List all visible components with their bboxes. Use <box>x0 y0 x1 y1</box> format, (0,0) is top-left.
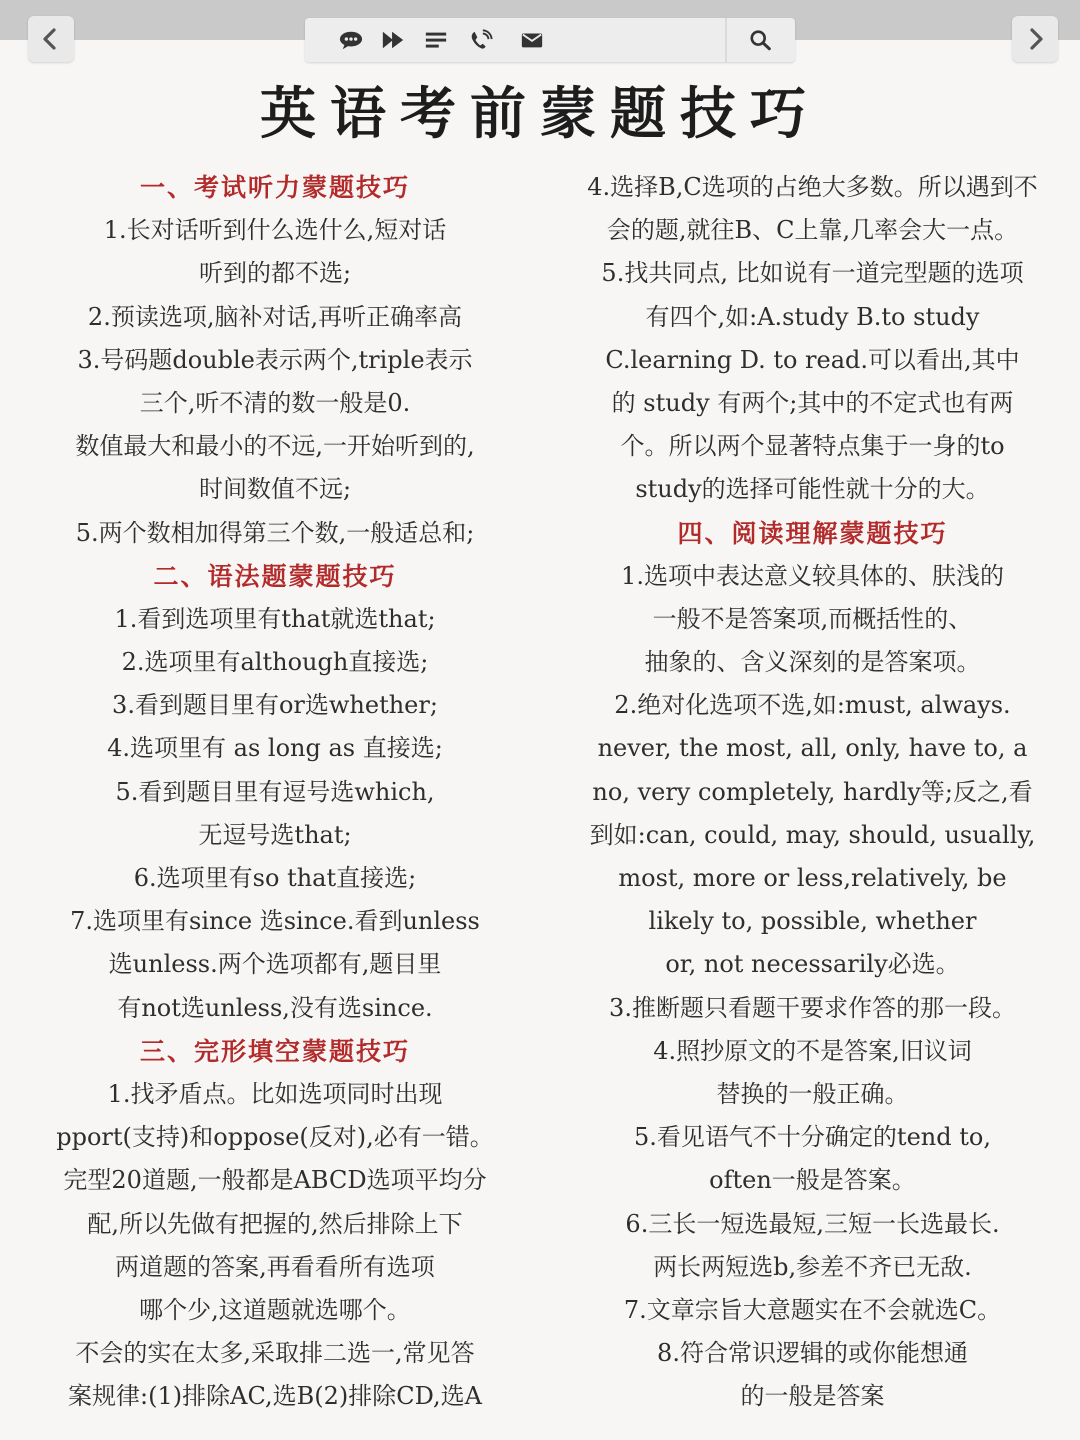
text-line: 6.三长一短选最短,三短一长选最长. <box>625 1209 1000 1238</box>
text-line: 5.两个数相加得第三个数,一般适总和; <box>75 518 475 547</box>
chevron-left-icon <box>39 27 63 51</box>
text-line: most, more or less,relatively, be <box>618 864 1007 892</box>
text-line: 时间数值不远; <box>198 475 352 504</box>
list-icon[interactable] <box>423 28 449 52</box>
text-line: likely to, possible, whether <box>648 907 977 936</box>
text-line: 1.找矛盾点。比如选项同时出现 <box>107 1079 443 1108</box>
text-line: 到如:can, could, may, should, usually, <box>589 820 1036 849</box>
text-line: 听到的都不选; <box>198 259 352 288</box>
text-line: 4.选择B,C选项的占绝大多数。所以遇到不 <box>587 173 1038 201</box>
text-line: 案规律:(1)排除AC,选B(2)排除CD,选A <box>68 1382 482 1411</box>
text-line: 替换的一般正确。 <box>716 1079 909 1108</box>
text-line: 1.长对话听到什么选什么,短对话 <box>103 216 447 245</box>
fast-forward-icon[interactable] <box>380 28 406 52</box>
section-heading: 二、语法题蒙题技巧 <box>153 561 397 591</box>
text-line: 有not选unless,没有选since. <box>117 993 433 1022</box>
right-column <box>555 166 1070 1418</box>
text-line: 的一般是答案 <box>740 1382 885 1411</box>
text-line: study的选择可能性就十分的大。 <box>635 475 990 504</box>
text-line: 抽象的、含义深刻的是答案项。 <box>644 648 981 677</box>
text-line: 4.选项里有 as long as 直接选; <box>107 734 443 763</box>
text-line: 数值最大和最小的不远,一开始听到的, <box>75 432 475 461</box>
text-line: never, the most, all, only, have to, a <box>597 734 1028 763</box>
mail-icon[interactable] <box>519 28 545 52</box>
text-line: 的 study 有两个;其中的不定式也有两 <box>611 388 1014 417</box>
text-line: 7.选项里有since 选since.看到unless <box>70 907 480 936</box>
toolbar <box>305 18 795 62</box>
text-line: 1.看到选项里有that就选that; <box>114 604 436 633</box>
page-title: 英语考前蒙题技巧 <box>260 81 820 147</box>
text-line: 一般不是答案项,而概括性的、 <box>652 604 973 633</box>
text-line: 三个,听不清的数一般是0. <box>139 388 411 417</box>
text-line: 哪个少,这道题就选哪个。 <box>139 1295 411 1324</box>
chevron-right-icon <box>1023 27 1047 51</box>
text-line: 4.照抄原文的不是答案,旧议词 <box>653 1036 972 1065</box>
left-column <box>30 166 520 1418</box>
text-line: 选unless.两个选项都有,题目里 <box>108 950 442 979</box>
text-line: 2.选项里有although直接选; <box>121 648 429 677</box>
text-line: 有四个,如:A.study B.to study <box>645 302 980 331</box>
text-line: 1.选项中表达意义较具体的、肤浅的 <box>621 561 1004 590</box>
text-line: 3.号码题double表示两个,triple表示 <box>77 345 473 374</box>
text-line: 2.预读选项,脑补对话,再听正确率高 <box>87 302 463 331</box>
text-line: 3.看到题目里有or选whether; <box>112 691 438 720</box>
text-line: often一般是答案。 <box>709 1166 916 1195</box>
text-line: 两长两短选b,参差不齐已无敌. <box>653 1252 972 1281</box>
phone-icon[interactable] <box>468 28 494 52</box>
back-button[interactable] <box>28 16 74 62</box>
text-line: 8.符合常识逻辑的或你能想通 <box>657 1339 968 1368</box>
text-line: 个。所以两个显著特点集于一身的to <box>620 432 1005 461</box>
text-line: no, very completely, hardly等;反之,看 <box>592 777 1033 806</box>
text-line: 5.看见语气不十分确定的tend to, <box>634 1123 991 1152</box>
section-heading: 一、考试听力蒙题技巧 <box>139 173 410 202</box>
text-line: 6.选项里有so that直接选; <box>133 864 417 892</box>
toolbar-divider <box>725 18 727 62</box>
text-line: C.learning D. to read.可以看出,其中 <box>605 345 1020 374</box>
section-heading: 三、完形填空蒙题技巧 <box>139 1036 410 1066</box>
forward-button[interactable] <box>1012 16 1058 62</box>
text-line: pport(支持)和oppose(反对),必有一错。 <box>56 1123 494 1152</box>
section-heading: 四、阅读理解蒙题技巧 <box>677 518 948 548</box>
text-line: 两道题的答案,再看看所有选项 <box>115 1252 435 1281</box>
search-icon[interactable] <box>748 28 774 52</box>
chat-icon[interactable] <box>338 28 364 52</box>
text-line: 3.推断题只看题干要求作答的那一段。 <box>609 993 1016 1022</box>
text-line: 5.看到题目里有逗号选which, <box>115 777 435 806</box>
text-line: 7.文章宗旨大意题实在不会就选C。 <box>623 1295 1002 1324</box>
text-line: 不会的实在太多,采取排二选一,常见答 <box>75 1339 475 1368</box>
text-line: 无逗号选that; <box>198 820 352 849</box>
text-line: 5.找共同点, 比如说有一道完型题的选项 <box>601 259 1024 288</box>
text-line: 2.绝对化选项不选,如:must, always. <box>614 691 1011 720</box>
text-line: 会的题,就往B、C上靠,几率会大一点。 <box>606 216 1019 245</box>
text-line: 完型20道题,一般都是ABCD选项平均分 <box>63 1166 487 1195</box>
text-line: 配,所以先做有把握的,然后排除上下 <box>87 1209 463 1238</box>
text-line: or, not necessarily必选。 <box>665 950 960 979</box>
